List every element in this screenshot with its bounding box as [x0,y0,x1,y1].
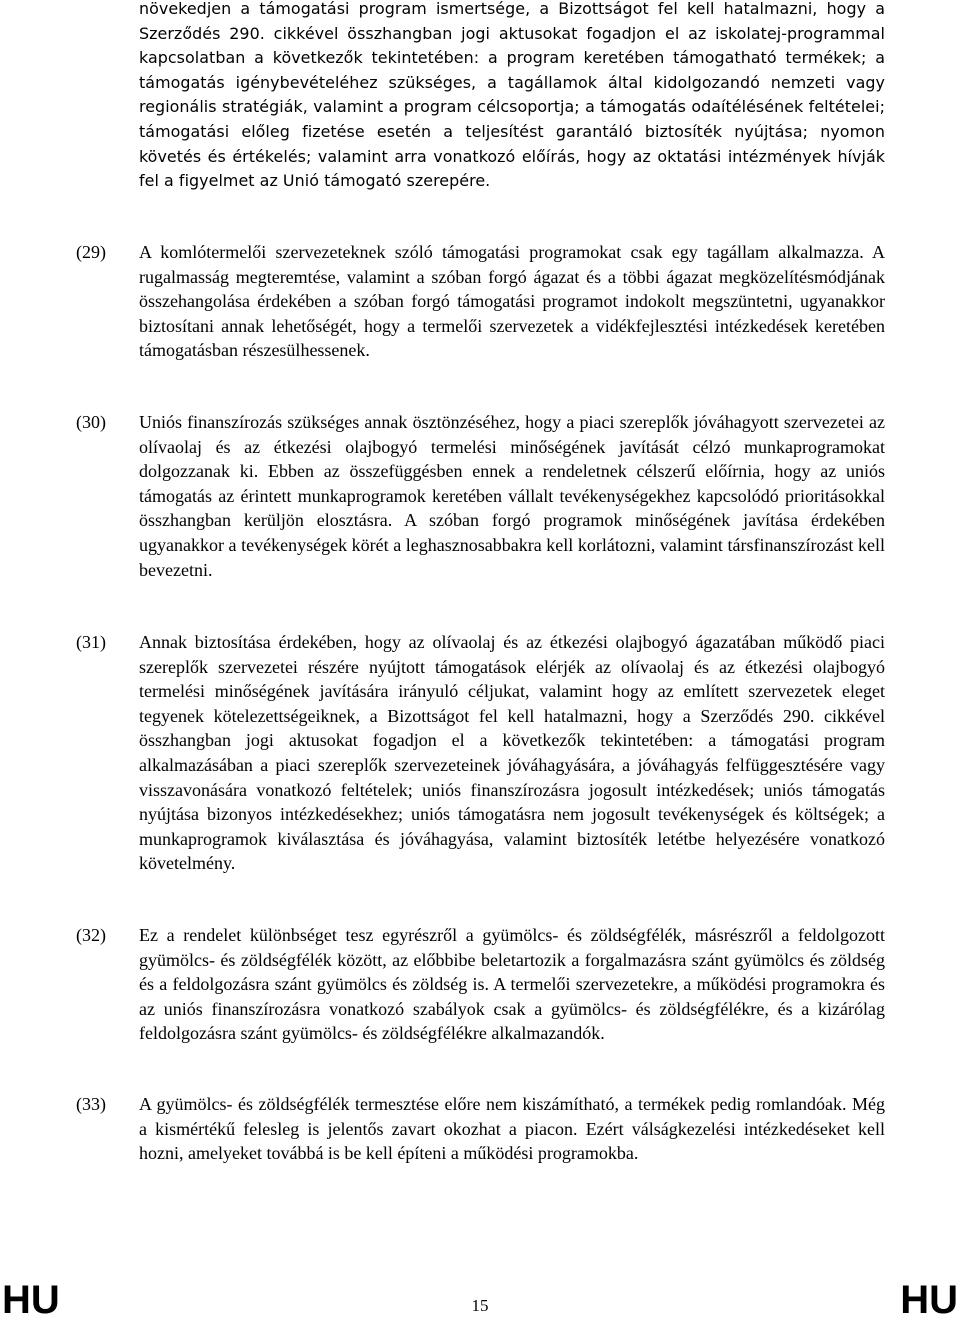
footer-language-left: HU [2,1278,60,1322]
paragraph-33: A gyümölcs- és zöldségfélék termesztése előre nem kiszámítható, a termékek pedig romlandóak. Még a kismértékű felesleg is jelentős zavart okozhat a piacon. Ezért válságkezelési intézkedéseket kell hozni, amelyeket továbbá is be kell építeni a működési programokba. [139,1094,885,1164]
paragraph-30: Uniós finanszírozás szükséges annak ösztönzéséhez, hogy a piaci szereplők jóváhagyott szervezetei az olívaolaj és az étkezési olajbogyó termelési minőségének javítását célzó munkaprogramokat dolgozzanak ki. Ebben az összefüggésben ennek a rendeletnek célszerű előírnia, hogy az uniós támogatás az érintett munkaprogramok keretében vállalt tevékenységekhez kapcsolódó prioritásokkal összhangban kerüljön elosztásra. A szóban forgó programok minőségének javítása érdekében ugyanakkor a tevékenységek körét a leghasznosabbakra kell korlátozni, valamint társfinanszírozást kell bevezetni. [139,412,885,580]
footer-language-right: HU [900,1278,958,1322]
paragraph-number-29: (29) [76,242,106,262]
paragraph-number-32: (32) [76,925,106,945]
paragraph-number-31: (31) [76,632,106,652]
paragraph-32: Ez a rendelet különbséget tesz egyrészről a gyümölcs- és zöldségfélék, másrészről a feldolgozott gyümölcs- és zöldségfélék között, az előbbibe beletartozik a forgalmazásra szánt gyümölcs és zöldség és a feldolgozásra szánt gyümölcs és zöldség is. A termelői szervezetekre, a működési programokra és az uniós finanszírozásra vonatkozó szabályok csak a gyümölcs- és zöldségfélékre, és a kizárólag feldolgozásra szánt gyümölcs- és zöldségfélékre alkalmazandók. [139,925,885,1044]
paragraph-31: Annak biztosítása érdekében, hogy az olívaolaj és az étkezési olajbogyó ágazatában működő piaci szereplők szervezetei részére nyújtott támogatások elérjék az olívaolaj és az étkezési olajbogyó termelési minőségének javítására irányuló céljukat, valamint hogy az említett szervezetek eleget tegyenek kötelezettségeiknek, a Bizottságot fel kell hatalmazni, hogy a Szerződés 290. cikkével összhangban jogi aktusokat fogadjon el a következők tekintetében: a támogatási program alkalmazásában a piaci szereplők szervezeteinek jóváhagyására, a jóváhagyás felfüggesztésére vagy visszavonására vonatkozó feltételek; uniós finanszírozásra jogosult intézkedések; uniós támogatás nyújtása bizonyos intézkedésekhez; uniós támogatásra nem jogosult tevékenységek és költségek; a munkaprogramok kiválasztása és jóváhagyása, valamint biztosíték letétbe helyezésére vonatkozó követelmény. [139,632,885,874]
paragraph-number-30: (30) [76,412,106,432]
footer-page-number: 15 [471,1296,489,1315]
paragraph-continuation: növekedjen a támogatási program ismertsége, a Bizottságot fel kell hatalmazni, hogy a Szerződés 290. cikkével összhangban jogi aktusokat fogadjon el az iskolatej-programmal kapcsolatban a következők tekintetében: a program keretében támogatható termékek; a támogatás igénybevételéhez szükséges, a tagállamok által kidolgozandó nemzeti vagy regionális stratégiák, valamint a program célcsoportja; a támogatás odaítélésének feltételei; támogatási előleg fizetése esetén a teljesítést garantáló biztosíték nyújtása; nyomon követés és értékelés; valamint arra vonatkozó előírás, hogy az oktatási intézmények hívják fel a figyelmet az Unió támogató szerepére. [139,0,885,191]
paragraph-29: A komlótermelői szervezeteknek szóló támogatási programokat csak egy tagállam alkalmazza. A rugalmasság megteremtése, valamint a szóban forgó ágazat és a többi ágazat megközelítésmódjának összehangolása érdekében a szóban forgó támogatási programot indokolt megszüntetni, ugyanakkor biztosítani annak lehetőségét, hogy a termelői szervezetek a vidékfejlesztési intézkedések keretében támogatásban részesülhessenek. [139,242,885,361]
paragraph-number-33: (33) [76,1094,106,1114]
